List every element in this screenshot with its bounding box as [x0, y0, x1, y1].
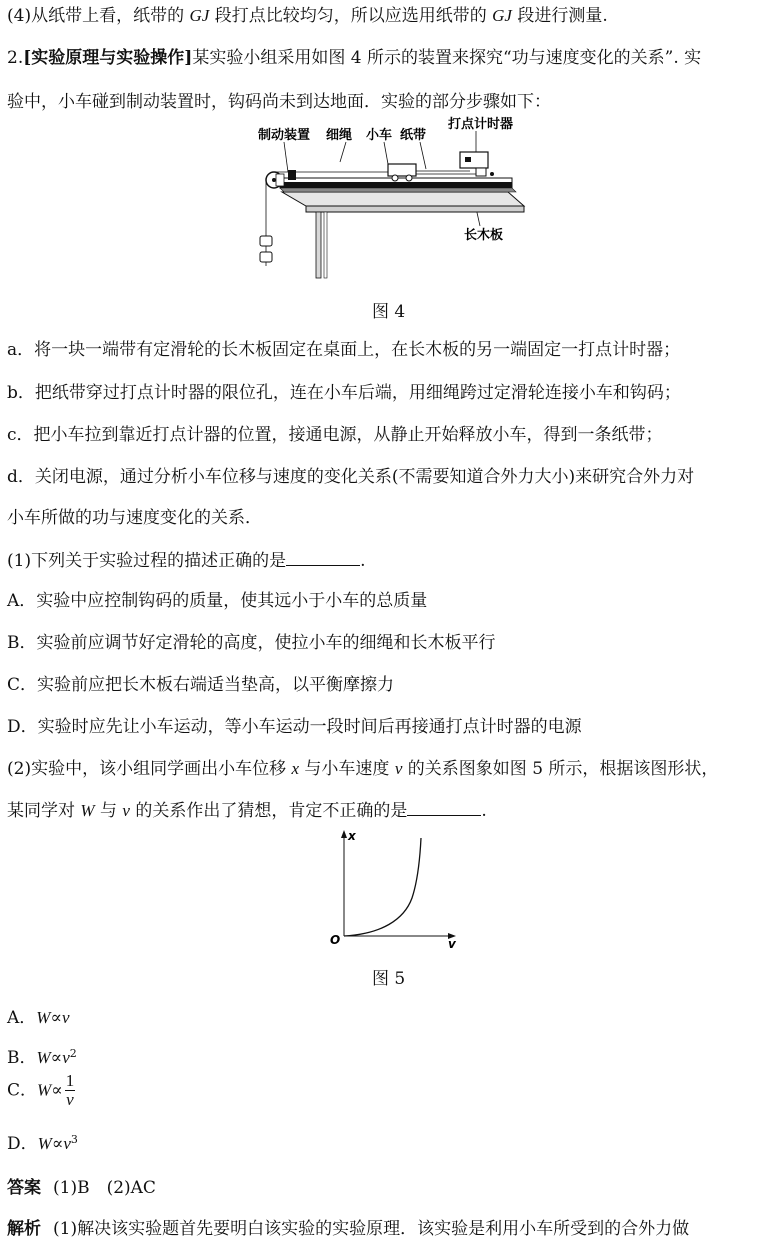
var-v-2: v — [122, 801, 130, 820]
var-w: W — [80, 801, 95, 820]
figure-4-apparatus — [254, 114, 529, 282]
option-2-b — [7, 1047, 77, 1069]
answer-blank-2[interactable] — [407, 799, 481, 816]
sub-question-2-cont — [7, 799, 487, 822]
label-string: 细绳 — [326, 128, 353, 143]
option-2-d-exp: 3 — [70, 1133, 78, 1146]
analysis-line — [7, 1218, 689, 1240]
answer-blank-1[interactable] — [286, 549, 360, 566]
option-2-d-w: W — [37, 1134, 52, 1153]
fraction-denominator: v — [66, 1090, 74, 1109]
q2b-part-c: 的关系作出了猜想，肯定不正确的是 — [129, 801, 408, 821]
option-2-a — [7, 1007, 70, 1029]
figure-5-caption: 图 5 — [372, 969, 406, 989]
label-timer: 打点计时器 — [448, 117, 514, 132]
figure-5-graph — [326, 828, 466, 950]
option-2-b-v: v — [62, 1048, 70, 1067]
label-brake: 制动装置 — [258, 128, 311, 143]
x-v-curve — [344, 838, 421, 936]
option-2-c — [7, 1072, 75, 1109]
option-2-c-label: C． — [7, 1080, 38, 1101]
fraction-numerator: 1 — [65, 1071, 75, 1090]
x-axis-label: v — [448, 937, 456, 950]
step-c: c．把小车拉到靠近打点计器的位置，接通电源，从静止开始释放小车，得到一条纸带； — [7, 425, 663, 445]
answer-text: (1)B (2)AC — [53, 1178, 156, 1198]
option-2-c-w: W — [37, 1080, 52, 1100]
step-b: b．把纸带穿过打点计时器的限位孔，连在小车后端，用细绳跨过定滑轮连接小车和钩码； — [7, 383, 681, 403]
option-2-a-w: W — [36, 1008, 51, 1027]
label-board: 长木板 — [464, 228, 504, 243]
y-axis-arrow — [341, 830, 347, 838]
answer-line — [7, 1177, 156, 1199]
line1-part-e: 段进行测量. — [511, 6, 608, 26]
var-x: x — [291, 759, 300, 778]
option-2-d — [7, 1133, 78, 1155]
option-1-c: C．实验前应把长木板右端适当垫高，以平衡摩擦力 — [7, 675, 395, 695]
q2-part-c: 的关系图象如图 5 所示，根据该图形状， — [402, 759, 719, 779]
option-2-c-fraction — [65, 1072, 76, 1109]
option-1-b: B．实验前应调节好定滑轮的高度，使拉小车的细绳和长木板平行 — [7, 633, 496, 653]
sub-question-1-text: (1)下列关于实验过程的描述正确的是 — [7, 551, 287, 571]
option-2-d-label: D． — [7, 1134, 38, 1154]
option-2-d-rel: ∝ — [51, 1134, 64, 1154]
line1-gj-2: GJ — [492, 6, 512, 25]
step-d: d．关闭电源，通过分析小车位移与速度的变化关系(不需要知道合外力大小)来研究合外力对 — [7, 467, 695, 487]
line1-part-c: 段打点比较均匀，所以应选用纸带的 — [209, 6, 493, 26]
question-2-text-cont: 验中，小车碰到制动装置时，钩码尚未到达地面．实验的部分步骤如下： — [7, 92, 551, 112]
q2b-part-a: 某同学对 — [7, 801, 81, 821]
option-2-a-v: v — [61, 1008, 70, 1027]
option-2-b-exp: 2 — [69, 1047, 77, 1060]
y-axis-label: x — [348, 829, 356, 843]
q2-part-a: (2)实验中，该小组同学画出小车位移 — [7, 759, 292, 779]
option-2-b-label: B． — [7, 1048, 37, 1068]
q2b-part-b: 与 — [94, 801, 123, 821]
step-d-cont: 小车所做的功与速度变化的关系． — [7, 508, 262, 528]
sub-question-1-end: . — [360, 551, 366, 571]
line1-part-a: (4)从纸带上看，纸带的 — [7, 6, 190, 26]
origin-label: O — [330, 933, 341, 947]
answer-label: 答案 — [7, 1178, 41, 1198]
option-2-a-label: A． — [7, 1008, 37, 1028]
question-2-text: 某实验小组采用如图 4 所示的装置来探究“功与速度变化的关系”. 实 — [192, 48, 702, 68]
sub-question-1 — [7, 549, 366, 572]
analysis-text: (1)解决该实验题首先要明白该实验的实验原理．该实验是利用小车所受到的合外力做 — [53, 1219, 690, 1239]
var-v: v — [394, 759, 403, 778]
label-cart: 小车 — [366, 128, 393, 143]
figure-4-caption: 图 4 — [372, 302, 406, 322]
question-topic: [实验原理与实验操作] — [23, 48, 193, 68]
option-2-d-v: v — [63, 1134, 71, 1153]
analysis-label: 解析 — [7, 1219, 41, 1239]
text-line-1 — [7, 5, 608, 27]
option-1-d: D．实验时应先让小车运动，等小车运动一段时间后再接通打点计时器的电源 — [7, 717, 582, 737]
q2-part-b: 与小车速度 — [299, 759, 395, 779]
option-2-a-rel: ∝ — [50, 1008, 62, 1028]
option-2-b-rel: ∝ — [50, 1048, 63, 1068]
sub-question-2 — [7, 758, 718, 780]
line1-gj-1: GJ — [189, 6, 210, 25]
step-a: a．将一块一端带有定滑轮的长木板固定在桌面上，在长木板的另一端固定一打点计时器； — [7, 340, 681, 360]
option-2-c-rel: ∝ — [51, 1080, 63, 1101]
q2b-end: . — [481, 801, 487, 821]
question-number: 2. — [7, 48, 24, 68]
option-2-b-w: W — [36, 1048, 51, 1067]
option-1-a: A．实验中应控制钩码的质量，使其远小于小车的总质量 — [7, 591, 428, 611]
label-tape: 纸带 — [400, 128, 427, 143]
question-2-intro — [7, 47, 701, 69]
